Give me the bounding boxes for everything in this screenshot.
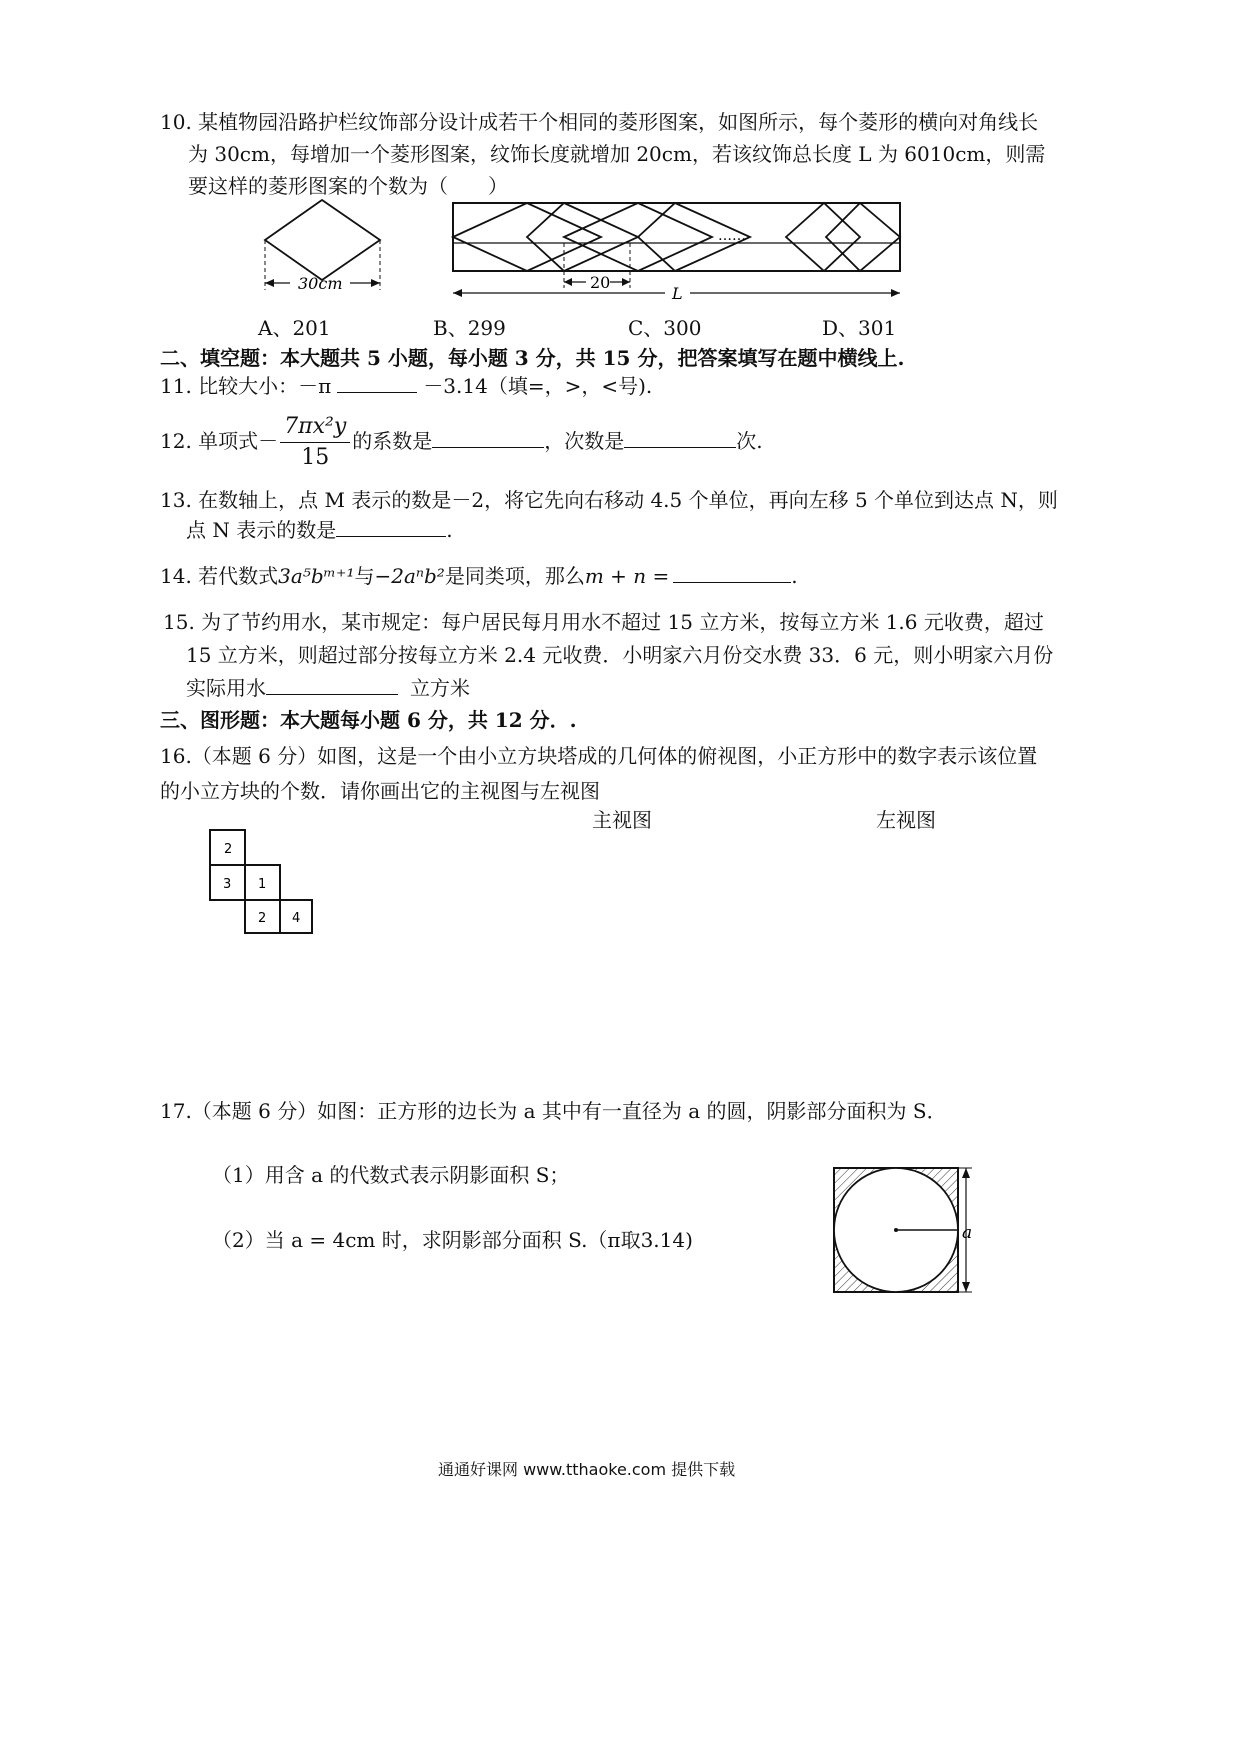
q16-left-view-label: 左视图 (876, 808, 936, 832)
q10-single-rhombus-figure (250, 195, 400, 300)
q11-suffix: －3.14（填=，>，<号). (423, 374, 653, 398)
q14-expression: m + n = (584, 564, 670, 588)
q14-term1: 3a⁵bᵐ⁺¹ (278, 564, 355, 588)
q14-term2: −2aⁿb² (374, 564, 445, 588)
grid-cell (210, 865, 245, 900)
q15-line3-suffix: 立方米 (410, 676, 470, 700)
svg-text:1: 1 (258, 877, 267, 892)
section3-title: 三、图形题：本大题每小题 6 分，共 12 分．. (160, 708, 577, 732)
q12-mid2: ，次数是 (544, 429, 625, 453)
q12-coefficient-blank[interactable] (432, 427, 544, 448)
svg-text:2: 2 (258, 911, 267, 926)
label-L: L (672, 284, 683, 303)
q11-prefix: 11. 比较大小：－π (160, 374, 332, 398)
q16-front-view-label: 主视图 (592, 808, 652, 832)
q12-degree-blank[interactable] (624, 427, 736, 448)
q14-mid2: 是同类项，那么 (444, 564, 585, 588)
q14-prefix: 14. 若代数式 (160, 564, 279, 588)
grid-cell (280, 900, 312, 933)
label-30cm: 30cm (298, 274, 343, 293)
label-a: a (962, 1223, 973, 1243)
q15-line-2: 15 立方米，则超过部分按每立方米 2.4 元收费．小明家六月份交水费 33．6 元，则小明家六月份 (186, 643, 1054, 667)
q16-line-1: 16.（本题 6 分）如图，这是一个由小立方块塔成的几何体的俯视图，小正方形中的数字表示该位置 (160, 744, 1038, 768)
q11 (160, 372, 652, 400)
svg-text:2: 2 (224, 842, 233, 857)
q15-line3-prefix: 实际用水 (186, 676, 266, 700)
q10-rhombus-chain-figure (450, 198, 905, 303)
q14-suffix: . (791, 564, 798, 588)
q13-answer-blank[interactable] (336, 516, 446, 537)
q13-line-1: 13. 在数轴上，点 M 表示的数是－2，将它先向右移动 4.5 个单位，再向左移 5 个单位到达点 N，则 (160, 488, 1058, 512)
q10-option-b: B、299 (433, 316, 506, 340)
q12-mid: 的系数是 (352, 429, 433, 453)
q12-numerator: 7πx²y (280, 412, 350, 443)
footer-text: 通通好课网 www.tthaoke.com 提供下载 (438, 1460, 736, 1479)
q10-option-d: D、301 (822, 316, 897, 340)
q17-line-1: 17.（本题 6 分）如图：正方形的边长为 a 其中有一直径为 a 的圆，阴影部分面积为 S． (160, 1099, 947, 1123)
svg-text:4: 4 (292, 911, 301, 926)
q10-line-1: 10. 某植物园沿路护栏纹饰部分设计成若干个相同的菱形图案，如图所示，每个菱形的横向对角线长 (160, 110, 1039, 134)
q17-part-1: （1）用含 a 的代数式表示阴影面积 S； (212, 1163, 570, 1187)
q12-fraction (280, 412, 350, 473)
label-20: 20 (590, 273, 611, 292)
svg-text:3: 3 (223, 877, 232, 892)
q16-line-2: 的小立方块的个数．请你画出它的主视图与左视图 (160, 779, 600, 803)
q12 (160, 412, 763, 472)
grid-cell (245, 900, 280, 933)
q12-prefix: 12. 单项式－ (160, 429, 279, 453)
q12-denominator: 15 (301, 445, 330, 470)
grid-cell (245, 865, 280, 900)
rhombus-shape (265, 200, 380, 280)
q14-answer-blank[interactable] (673, 562, 791, 583)
q16-top-view-grid (208, 828, 314, 936)
q15-line-3 (186, 674, 470, 702)
q14 (160, 562, 798, 590)
q15-line-1: 15. 为了节约用水，某市规定：每户居民每月用水不超过 15 立方米，按每立方米 1.6 元收费，超过 (163, 610, 1044, 634)
q13-line2-suffix: . (446, 518, 453, 542)
q10-line-2: 为 30cm，每增加一个菱形图案，纹饰长度就增加 20cm，若该纹饰总长度 L 为 6010cm，则需 (188, 142, 1046, 166)
q10-option-c: C、300 (628, 316, 702, 340)
q13-line-2 (186, 516, 453, 544)
q15-answer-blank[interactable] (266, 674, 398, 695)
q12-suffix: 次. (736, 429, 763, 453)
grid-cell (210, 830, 245, 865)
q11-answer-blank[interactable] (337, 372, 417, 393)
label-dots: …… (718, 228, 746, 244)
q17-part-2: （2）当 a = 4cm 时，求阴影部分面积 S.（π取3.14) (212, 1228, 693, 1252)
q13-line2-prefix: 点 N 表示的数是 (186, 518, 337, 542)
q17-square-circle-figure (830, 1162, 982, 1296)
section2-title: 二、填空题：本大题共 5 小题，每小题 3 分，共 15 分，把答案填写在题中横线上. (160, 346, 905, 370)
q14-mid: 与 (354, 564, 375, 588)
q10-option-a: A、201 (258, 316, 331, 340)
q10-line-3: 要这样的菱形图案的个数为（ ） (188, 174, 508, 198)
